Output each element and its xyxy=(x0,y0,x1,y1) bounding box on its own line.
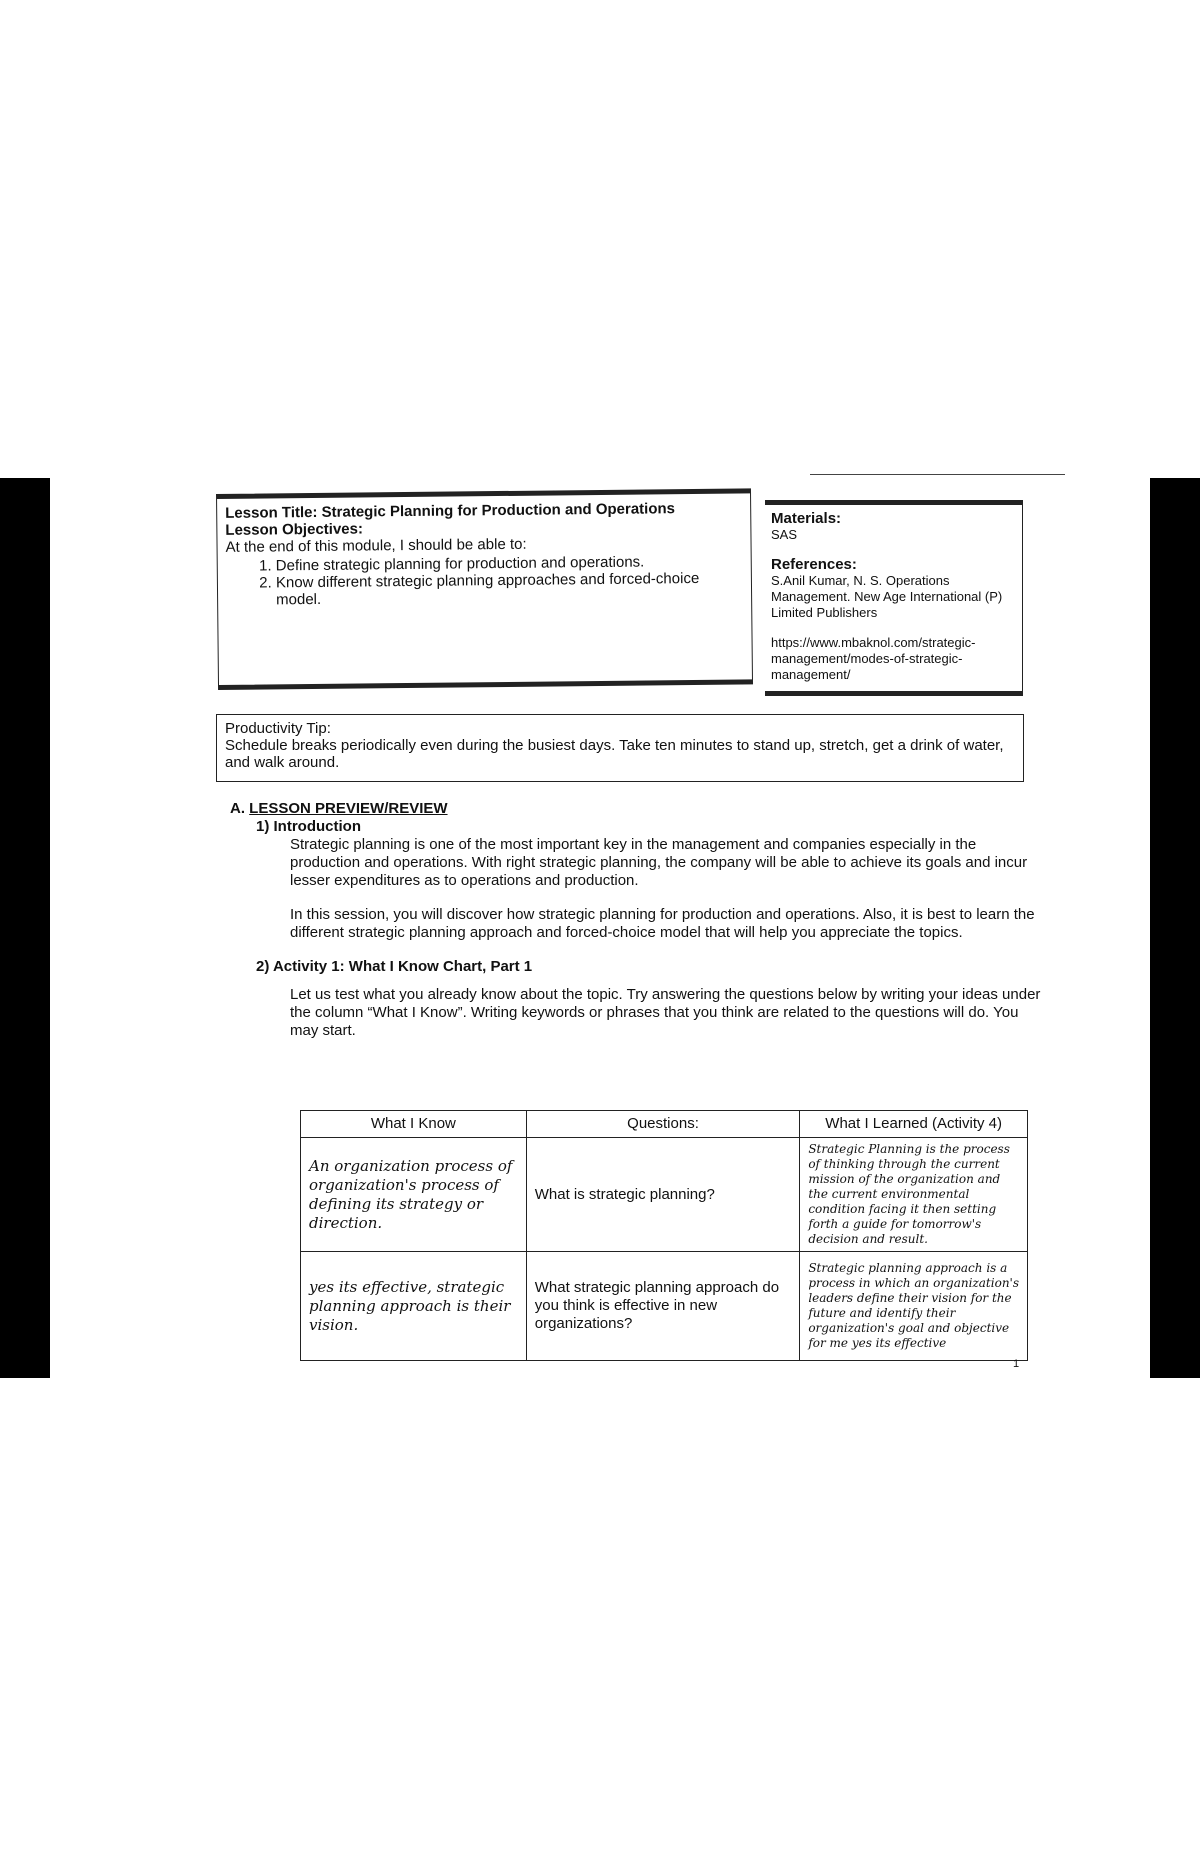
activity-heading: 2) Activity 1: What I Know Chart, Part 1 xyxy=(256,958,533,975)
objectives-heading: Lesson Objectives: xyxy=(225,520,364,539)
header-what-i-know: What I Know xyxy=(301,1111,527,1138)
black-border-left xyxy=(0,478,50,1378)
productivity-tip-box xyxy=(216,714,1024,782)
top-rule xyxy=(810,474,1065,475)
materials-value: SAS xyxy=(771,527,798,542)
question-cell: What strategic planning approach do you think is effective in new organizations? xyxy=(526,1252,800,1361)
what-i-know-chart xyxy=(300,1110,1028,1361)
reference-book: S.Anil Kumar, N. S. Operations Management. New Age International (P) Limited Publishers xyxy=(771,573,1003,620)
lesson-preview-section xyxy=(230,800,1050,1040)
section-letter: A. xyxy=(230,800,245,817)
black-border-right xyxy=(1150,478,1200,1378)
objectives-list xyxy=(226,552,744,608)
tip-heading: Productivity Tip: xyxy=(225,720,331,737)
worksheet-page xyxy=(50,478,1150,1378)
section-heading xyxy=(230,800,1050,818)
session-paragraph: In this session, you will discover how strategic planning for production and operations. Also, it is best to learn the different strategic planning approach and forced-choice model that will help you appreciate the topics. xyxy=(290,906,1035,941)
references-heading: References: xyxy=(771,556,857,573)
section-title: LESSON PREVIEW/REVIEW xyxy=(249,800,448,817)
table-row xyxy=(301,1138,1028,1252)
objective-item: 2. Know different strategic planning approaches and forced-choice model. xyxy=(276,569,743,608)
lesson-info-box xyxy=(216,488,753,690)
answer-learned-cell[interactable]: Strategic Planning is the process of thinking through the current mission of the organization and the current environmental condition facing it then setting forth a guide for tomorrow's decision and result. xyxy=(800,1138,1028,1252)
activity-instructions: Let us test what you already know about the topic. Try answering the questions below by writing your ideas under the column “What I Know”. Writing keywords or phrases that you think are related to the questions will do. You may start. xyxy=(290,986,1041,1039)
question-cell: What is strategic planning? xyxy=(526,1138,800,1252)
lesson-title: Lesson Title: Strategic Planning for Production and Operations xyxy=(225,500,676,522)
answer-know-cell[interactable]: An organization process of organization's process of defining its strategy or direction. xyxy=(301,1138,527,1252)
materials-box xyxy=(765,500,1023,696)
reference-url: https://www.mbaknol.com/strategic-management/modes-of-strategic-management/ xyxy=(771,635,976,682)
answer-know-cell[interactable]: yes its effective, strategic planning approach is their vision. xyxy=(301,1252,527,1361)
objective-item: 1. Define strategic planning for production and operations. xyxy=(276,552,743,574)
introduction-heading: 1) Introduction xyxy=(256,818,361,835)
header-what-i-learned: What I Learned (Activity 4) xyxy=(800,1111,1028,1138)
page-number: 1 xyxy=(1013,1358,1020,1370)
chart-header-row xyxy=(301,1111,1028,1138)
tip-text: Schedule breaks periodically even during the busiest days. Take ten minutes to stand up, stretch, get a drink of water, and walk around. xyxy=(225,737,1004,771)
materials-heading: Materials: xyxy=(771,510,842,527)
answer-learned-cell[interactable]: Strategic planning approach is a process in which an organization's leaders define their vision for the future and identify their organization's goal and objective for me yes its effective xyxy=(800,1252,1028,1361)
objectives-intro: At the end of this module, I should be able to: xyxy=(225,535,527,556)
introduction-paragraph: Strategic planning is one of the most important key in the management and companies especially in the production and operations. With right strategic planning, the company will be able to achieve its goals and incur lesser expenditures as to operations and production. xyxy=(290,836,1028,889)
table-row xyxy=(301,1252,1028,1361)
header-questions: Questions: xyxy=(526,1111,800,1138)
